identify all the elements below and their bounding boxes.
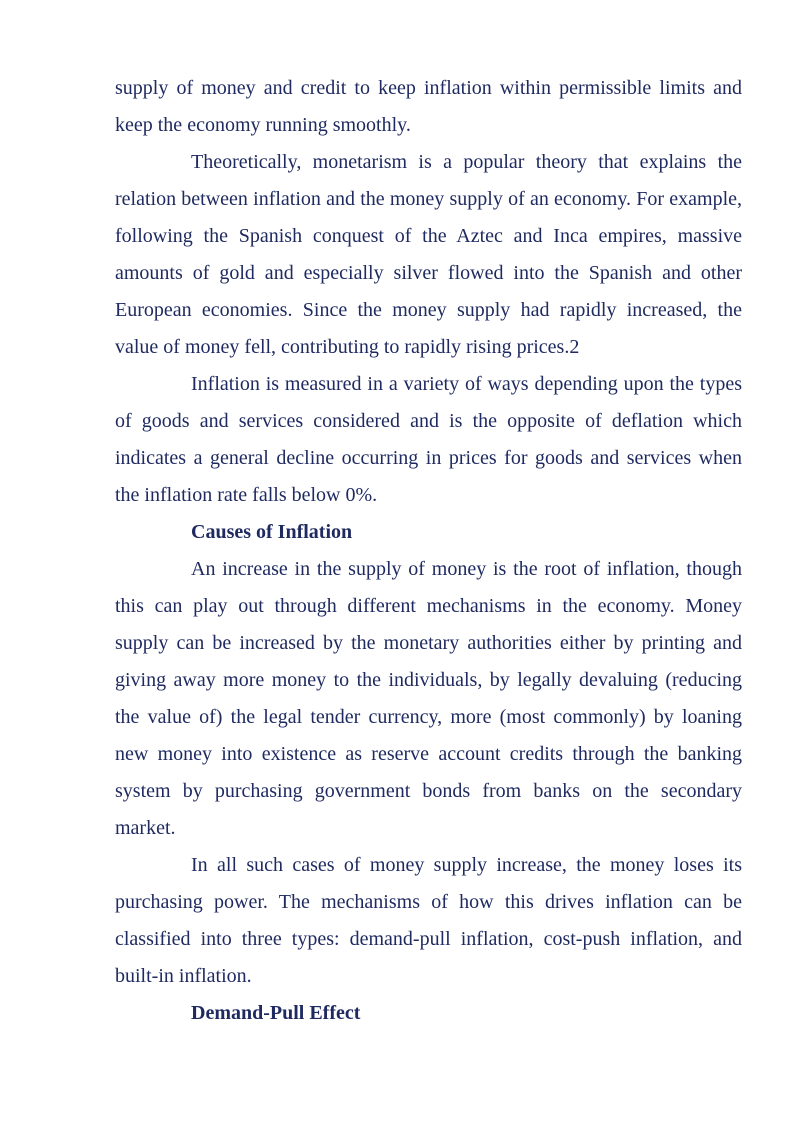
- paragraph-monetarism: Theoretically, monetarism is a popular theory that explains the relation between inflation and the money supply of an economy. For example, following the Spanish conquest of the Aztec and Inca empires, massive amounts of gold and especially silver flowed into the Spanish and other European economies. Since the money supply had rapidly increased, the value of money fell, contributing to rapidly rising prices.2: [115, 151, 742, 358]
- paragraph-continuation: supply of money and credit to keep inflation within permissible limits and keep the economy running smoothly.: [115, 77, 742, 136]
- section-heading-causes: Causes of Inflation: [191, 521, 353, 543]
- document-page: [115, 70, 742, 1032]
- paragraph-purchasing-power: In all such cases of money supply increase, the money loses its purchasing power. The mechanisms of how this drives inflation can be classified into three types: demand-pull inflation, cost-push inflation, and built-in inflation.: [115, 854, 742, 987]
- section-heading-demand-pull: Demand-Pull Effect: [191, 1002, 361, 1024]
- paragraph-money-supply: An increase in the supply of money is the root of inflation, though this can play out through different mechanisms in the economy. Money supply can be increased by the monetary authorities either by printing and giving away more money to the individuals, by legally devaluing (reducing the value of) the legal tender currency, more (most commonly) by loaning new money into existence as reserve account credits through the banking system by purchasing government bonds from banks on the secondary market.: [115, 558, 742, 839]
- paragraph-measurement: Inflation is measured in a variety of ways depending upon the types of goods and services considered and is the opposite of deflation which indicates a general decline occurring in prices for goods and services when the inflation rate falls below 0%.: [115, 373, 742, 506]
